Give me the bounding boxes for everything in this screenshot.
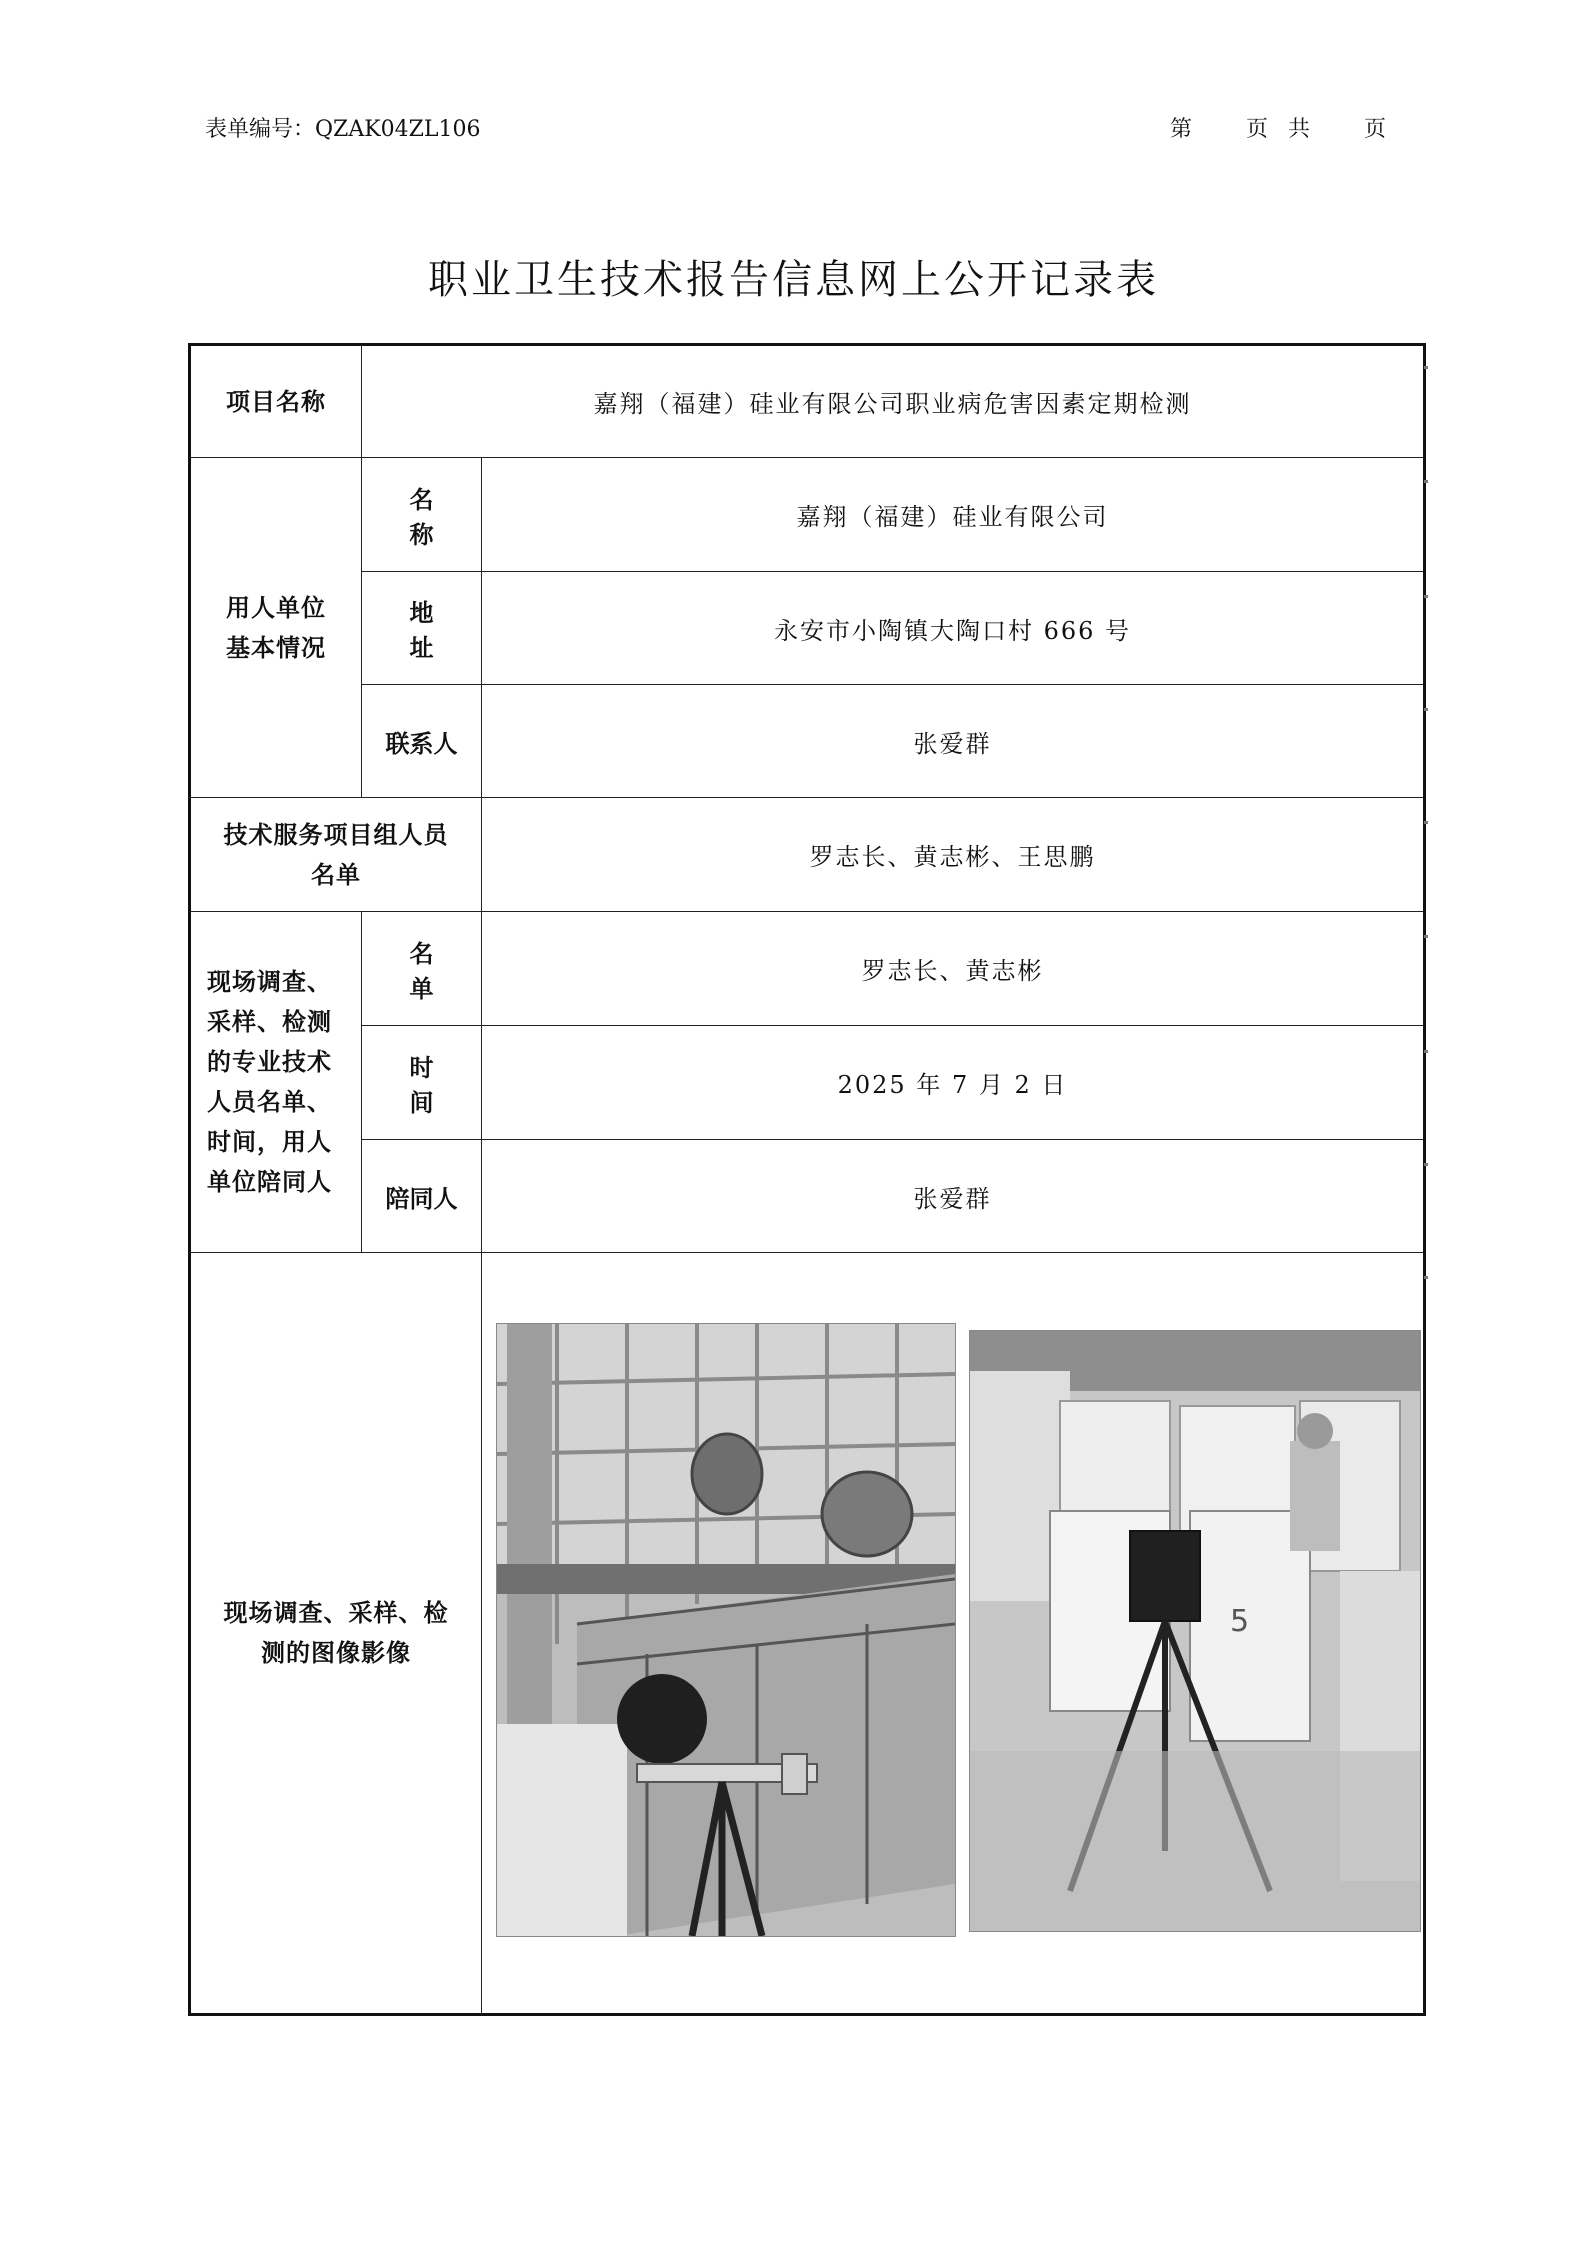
record-table bbox=[188, 343, 1426, 2016]
contact-label: 联系人 bbox=[362, 685, 482, 798]
survey-label-line-2: 采样、检测 bbox=[207, 1007, 332, 1036]
employer-label bbox=[190, 458, 362, 798]
images-label bbox=[190, 1253, 482, 2015]
accompany-value: 张爱群 bbox=[482, 1140, 1425, 1253]
site-photo-2 bbox=[969, 1330, 1421, 1932]
row-images bbox=[190, 1253, 1425, 2015]
time-value: 2025 年 7 月 2 日 bbox=[482, 1026, 1425, 1140]
survey-label-line-4: 人员名单、 bbox=[207, 1087, 332, 1116]
row-survey-list bbox=[190, 912, 1425, 1026]
page-ye-2: 页 bbox=[1364, 117, 1387, 142]
time-label: 时 间 bbox=[362, 1026, 482, 1140]
team-label bbox=[190, 798, 482, 912]
form-number: 表单编号：QZAK04ZL106 bbox=[205, 117, 481, 142]
list-value: 罗志长、黄志彬 bbox=[482, 912, 1425, 1026]
row-employer-address bbox=[190, 572, 1425, 685]
survey-label-line-1: 现场调查、 bbox=[207, 967, 332, 996]
employer-label-line-1: 用人单位 bbox=[226, 592, 326, 622]
site-photo-1 bbox=[496, 1323, 956, 1937]
address-label: 地 址 bbox=[362, 572, 482, 685]
svg-text:5: 5 bbox=[1230, 1604, 1250, 1639]
row-employer-contact bbox=[190, 685, 1425, 798]
survey-label-line-6: 单位陪同人 bbox=[207, 1167, 332, 1196]
name-value: 嘉翔（福建）硅业有限公司 bbox=[482, 458, 1425, 572]
list-label: 名 单 bbox=[362, 912, 482, 1026]
page-gong: 共 bbox=[1288, 117, 1311, 142]
site-photo-1-image bbox=[497, 1324, 955, 1936]
address-value: 永安市小陶镇大陶口村 666 号 bbox=[482, 572, 1425, 685]
page-title: 职业卫生技术报告信息网上公开记录表 bbox=[428, 257, 1159, 303]
accompany-label: 陪同人 bbox=[362, 1140, 482, 1253]
team-label-line-2: 名单 bbox=[311, 859, 361, 889]
row-project bbox=[190, 345, 1425, 458]
team-label-line-1: 技术服务项目组人员 bbox=[223, 819, 449, 849]
page-ye: 页 bbox=[1246, 117, 1269, 142]
project-label: 项目名称 bbox=[190, 345, 362, 458]
page-di: 第 bbox=[1170, 117, 1193, 142]
row-team bbox=[190, 798, 1425, 912]
row-survey-accompany bbox=[190, 1140, 1425, 1253]
contact-value: 张爱群 bbox=[482, 685, 1425, 798]
survey-label bbox=[190, 912, 362, 1253]
images-label-line-1: 现场调查、采样、检 bbox=[223, 1598, 449, 1627]
team-value: 罗志长、黄志彬、王思鹏 bbox=[482, 798, 1425, 912]
survey-label-line-5: 时间，用人 bbox=[207, 1127, 332, 1156]
name-label: 名 称 bbox=[362, 458, 482, 572]
photo-area bbox=[482, 1253, 1423, 2013]
row-survey-time bbox=[190, 1026, 1425, 1140]
images-label-line-2: 测的图像影像 bbox=[261, 1638, 411, 1667]
row-employer-name bbox=[190, 458, 1425, 572]
project-value: 嘉翔（福建）硅业有限公司职业病危害因素定期检测 bbox=[362, 345, 1425, 458]
images-cell bbox=[482, 1253, 1425, 2015]
employer-label-line-2: 基本情况 bbox=[226, 632, 326, 662]
page-indicator bbox=[1170, 112, 1386, 143]
survey-label-line-3: 的专业技术 bbox=[207, 1047, 332, 1076]
site-photo-2-image bbox=[970, 1331, 1420, 1931]
